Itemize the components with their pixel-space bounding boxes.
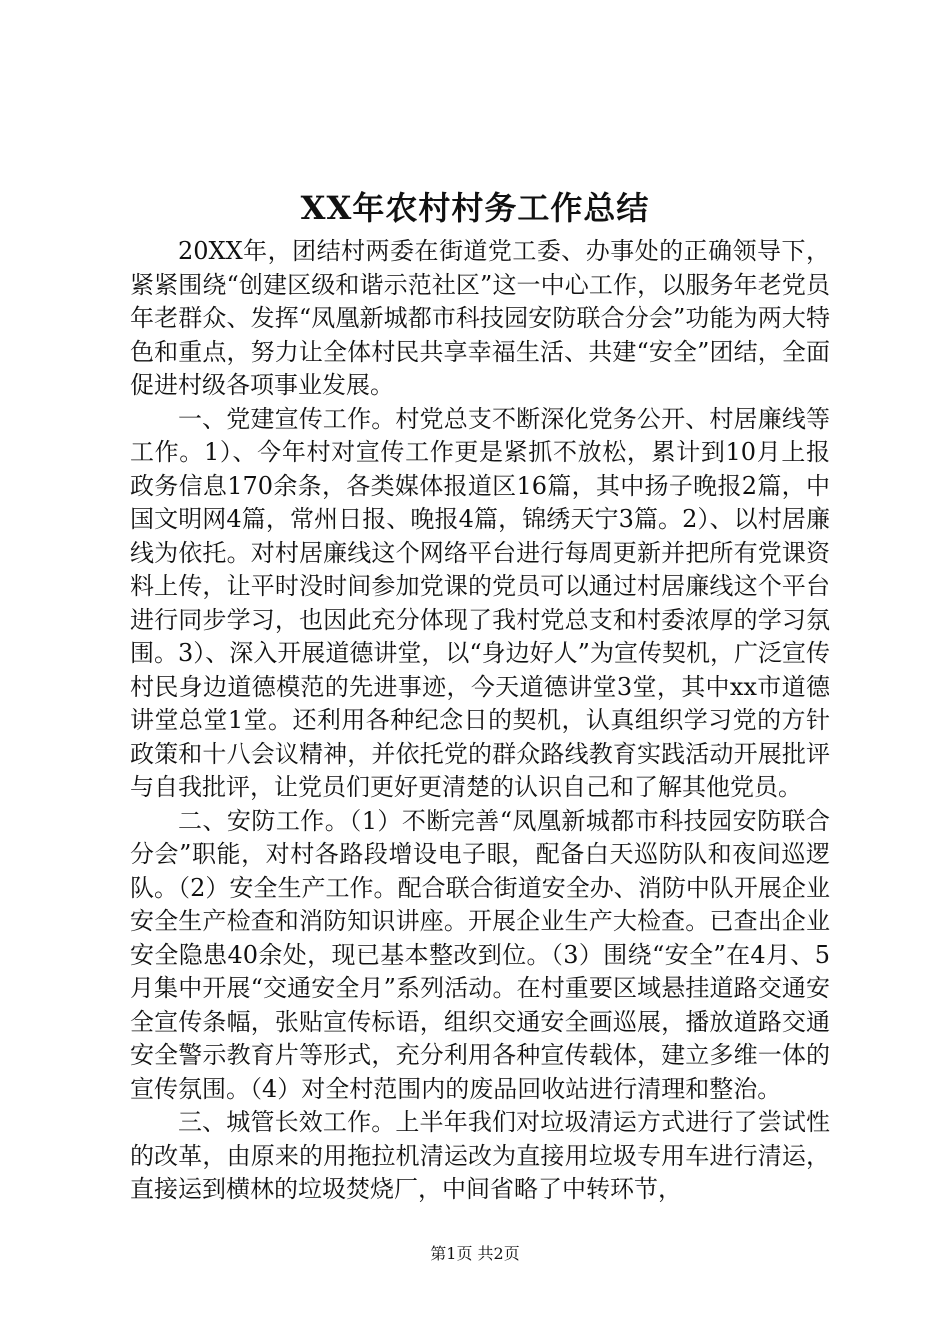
paragraph-intro: 20XX年，团结村两委在街道党工委、办事处的正确领导下，紧紧围绕“创建区级和谐示范社区”这一中心工作，以服务年老党员年老群众、发挥“凤凰新城都市科技园安防联合分会”功能为两大特色和重点，努力让全体村民共享幸福生活、共建“安全”团结，全面促进村级各项事业发展。 [130,237,830,399]
document-title: XX年农村村务工作总结 [300,189,650,227]
page-footer: 第1页 共2页 [430,1244,520,1263]
document-body [130,235,830,1207]
paragraph-party-building: 一、党建宣传工作。村党总支不断深化党务公开、村居廉线等工作。1）、今年村对宣传工作更是紧抓不放松，累计到10月上报政务信息170余条，各类媒体报道区16篇，其中扬子晚报2篇，中国文明网4篇，常州日报、晚报4篇，锦绣天宁3篇。2）、以村居廉线为依托。对村居廉线这个网络平台进行每周更新并把所有党课资料上传，让平时没时间参加党课的党员可以通过村居廉线这个平台进行同步学习，也因此充分体现了我村党总支和村委浓厚的学习氛围。3）、深入开展道德讲堂，以“身边好人”为宣传契机，广泛宣传村民身边道德模范的先进事迹，今天道德讲堂3堂，其中xx市道德讲堂总堂1堂。还利用各种纪念日的契机，认真组织学习党的方针政策和十八会议精神，并依托党的群众路线教育实践活动开展批评与自我批评，让党员们更好更清楚的认识自己和了解其他党员。 [130,404,830,801]
paragraph-city-management: 三、城管长效工作。上半年我们对垃圾清运方式进行了尝试性的改革，由原来的用拖拉机清运改为直接用垃圾专用车进行清运，直接运到横林的垃圾焚烧厂，中间省略了中转环节， [130,1108,830,1203]
paragraph-security: 二、安防工作。（1）不断完善“凤凰新城都市科技园安防联合分会”职能，对村各路段增设电子眼，配备白天巡防队和夜间巡逻队。（2）安全生产工作。配合联合街道安全办、消防中队开展企业安全生产检查和消防知识讲座。开展企业生产大检查。已查出企业安全隐患40余处，现已基本整改到位。（3）围绕“安全”在4月、5月集中开展“交通安全月”系列活动。在村重要区域悬挂道路交通安全宣传条幅，张贴宣传标语，组织交通安全画巡展，播放道路交通安全警示教育片等形式，充分利用各种宣传载体，建立多维一体的宣传氛围。（4）对全村范围内的废品回收站进行清理和整治。 [130,806,830,1103]
